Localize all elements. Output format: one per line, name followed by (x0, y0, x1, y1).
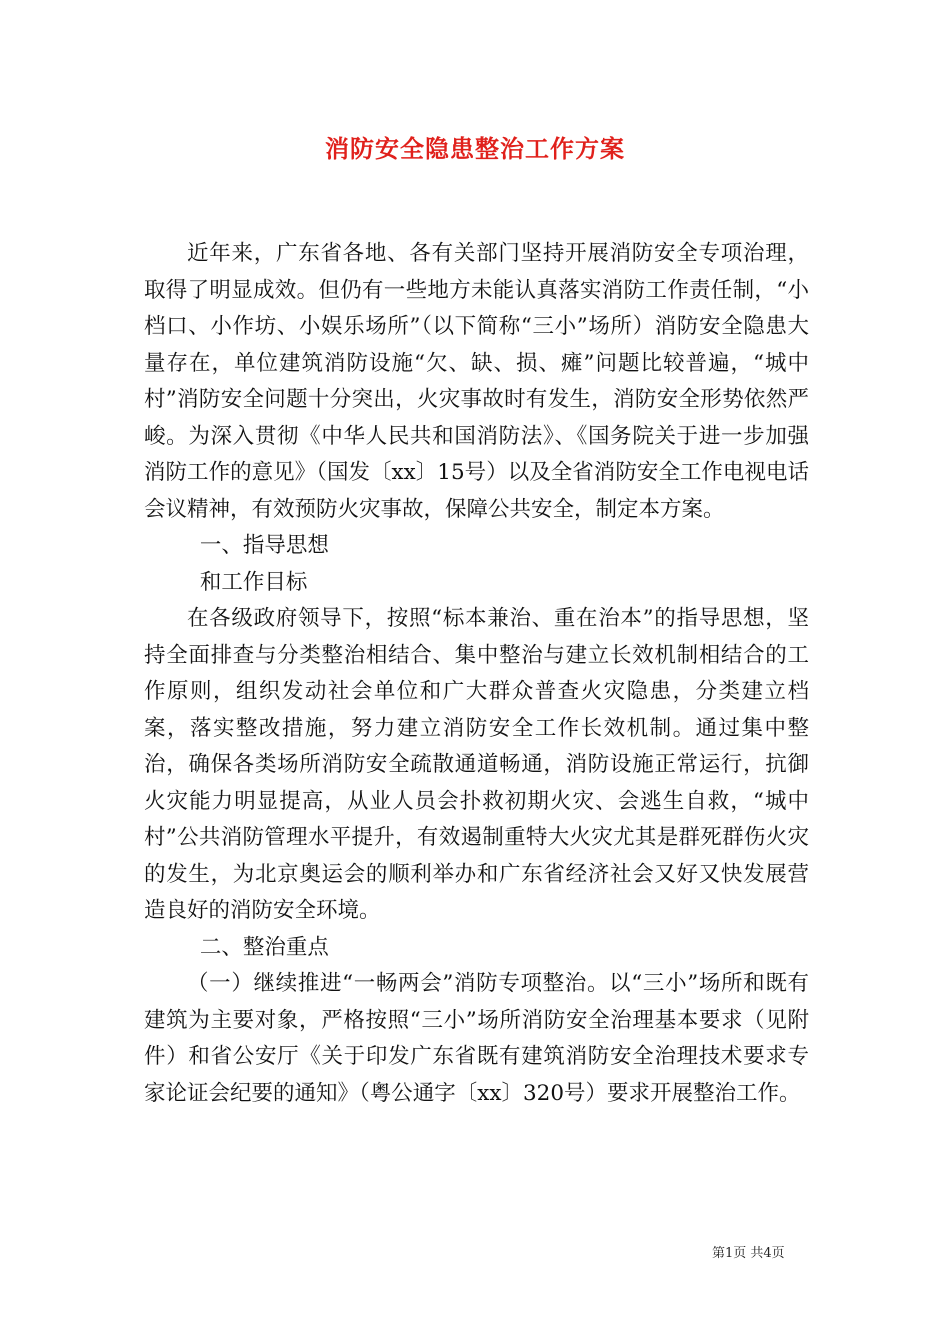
section-heading-work-goals: 和工作目标 (199, 569, 308, 595)
section-heading-guiding-ideology: 一、指导思想 (199, 533, 329, 558)
intro-paragraph: 近年来，广东省各地、各有关部门坚持开展消防安全专项治理，取得了明显成效。但仍有一些地方未能认真落实消防工作责任制，“小档口、小作坊、小娱乐场所”（以下简称“三小”场所）消防安全隐患大量存在，单位建筑消防设施“欠、缺、损、瘫”问题比较普遍，“城中村”消防安全问题十分突出，火灾事故时有发生，消防安全形势依然严峻。为深入贯彻《中华人民共和国消防法》、《国务院关于进一步加强消防工作的意见》（国发〔xx〕15号）以及全省消防安全工作电视电话会议精神，有效预防火灾事故，保障公共安全，制定本方案。 (144, 241, 809, 522)
document-body (144, 236, 809, 1112)
key-points-paragraph: （一）继续推进“一畅两会”消防专项整治。以“三小”场所和既有建筑为主要对象，严格按照“三小”场所消防安全治理基本要求（见附件）和省公安厅《关于印发广东省既有建筑消防安全治理技术要求专家论证会纪要的通知》（粤公通字〔xx〕320号）要求开展整治工作。 (144, 971, 809, 1106)
document-title: 消防安全隐患整治工作方案 (325, 134, 625, 163)
section-heading-key-points: 二、整治重点 (199, 934, 329, 960)
guiding-ideology-paragraph: 在各级政府领导下，按照“标本兼治、重在治本”的指导思想，坚持全面排查与分类整治相结合、集中整治与建立长效机制相结合的工作原则，组织发动社会单位和广大群众普查火灾隐患，分类建立档案，落实整改措施，努力建立消防安全工作长效机制。通过集中整治，确保各类场所消防安全疏散通道畅通，消防设施正常运行，抗御火灾能力明显提高，从业人员会扑救初期火灾、会逃生自救，“城中村”公共消防管理水平提升，有效遏制重特大火灾尤其是群死群伤火灾的发生，为北京奥运会的顺利举办和广东省经济社会又好又快发展营造良好的消防安全环境。 (144, 606, 809, 923)
page-number-footer: 第1页 共4页 (712, 1246, 785, 1261)
